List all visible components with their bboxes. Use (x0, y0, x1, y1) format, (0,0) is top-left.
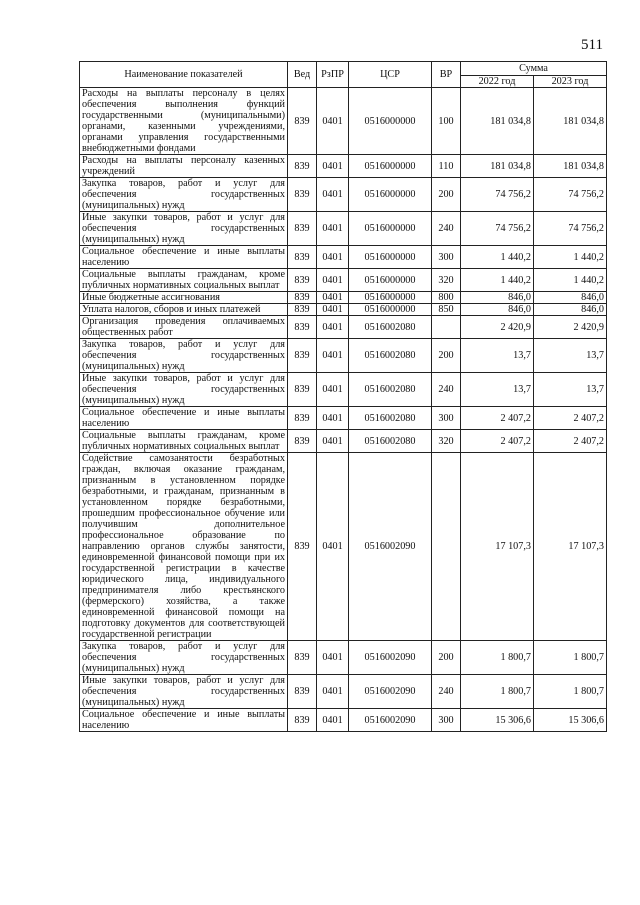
row-csr: 0516002090 (349, 675, 432, 709)
row-name: Иные бюджетные ассигнования (80, 292, 288, 304)
row-csr: 0516002090 (349, 453, 432, 641)
row-csr: 0516002080 (349, 407, 432, 430)
header-vr: ВР (432, 62, 461, 88)
row-sum-2022: 1 440,2 (461, 269, 534, 292)
row-ved: 839 (288, 339, 317, 373)
row-rzpr: 0401 (317, 407, 349, 430)
row-name: Расходы на выплаты персоналу в целях обеспечения выполнения функций государственными (муниципальными) органами, казенными учреждениями, органами управления государственными внебюджетными фондами (80, 88, 288, 155)
header-rzpr: РзПР (317, 62, 349, 88)
row-vr (432, 316, 461, 339)
row-name: Иные закупки товаров, работ и услуг для обеспечения государственных (муниципальных) нужд (80, 373, 288, 407)
row-sum-2022: 181 034,8 (461, 88, 534, 155)
row-vr: 240 (432, 212, 461, 246)
row-sum-2022: 846,0 (461, 304, 534, 316)
header-csr: ЦСР (349, 62, 432, 88)
row-ved: 839 (288, 407, 317, 430)
row-rzpr: 0401 (317, 178, 349, 212)
row-vr: 110 (432, 155, 461, 178)
row-vr (432, 453, 461, 641)
row-sum-2022: 1 800,7 (461, 641, 534, 675)
header-year-2023: 2023 год (534, 76, 607, 88)
row-ved: 839 (288, 304, 317, 316)
row-vr: 240 (432, 373, 461, 407)
row-rzpr: 0401 (317, 641, 349, 675)
row-vr: 300 (432, 246, 461, 269)
row-sum-2023: 181 034,8 (534, 88, 607, 155)
row-csr: 0516002080 (349, 316, 432, 339)
row-name: Содействие самозанятости безработных граждан, включая оказание гражданам, признанным в установленном порядке безработными, и гражданам, признанным в установленном порядке безработными, прошедшим профессиональное обучение или получившим дополнительное профессиональное образование по направлению органов службы занятости, единовременной финансовой помощи при их государственной регистрации в качестве юридического лица, индивидуального предпринимателя либо крестьянского (фермерского) хозяйства, а также единовременной финансовой помощи на подготовку документов для соответствующей государственной регистрации (80, 453, 288, 641)
table-row (80, 292, 607, 304)
row-rzpr: 0401 (317, 212, 349, 246)
header-sum: Сумма (461, 62, 607, 76)
row-ved: 839 (288, 246, 317, 269)
row-name: Закупка товаров, работ и услуг для обеспечения государственных (муниципальных) нужд (80, 339, 288, 373)
row-csr: 0516000000 (349, 155, 432, 178)
row-sum-2022: 13,7 (461, 339, 534, 373)
row-sum-2023: 13,7 (534, 339, 607, 373)
row-rzpr: 0401 (317, 373, 349, 407)
table-row (80, 675, 607, 709)
row-sum-2022: 1 800,7 (461, 675, 534, 709)
table-row (80, 178, 607, 212)
row-csr: 0516002090 (349, 641, 432, 675)
row-name: Организация проведения оплачиваемых общественных работ (80, 316, 288, 339)
row-csr: 0516002080 (349, 373, 432, 407)
row-ved: 839 (288, 292, 317, 304)
table-row (80, 339, 607, 373)
row-rzpr: 0401 (317, 155, 349, 178)
row-sum-2023: 2 420,9 (534, 316, 607, 339)
row-sum-2022: 2 420,9 (461, 316, 534, 339)
row-csr: 0516002080 (349, 430, 432, 453)
row-vr: 300 (432, 407, 461, 430)
row-sum-2023: 2 407,2 (534, 430, 607, 453)
header-ved: Вед (288, 62, 317, 88)
row-vr: 320 (432, 269, 461, 292)
budget-table (79, 61, 607, 732)
row-rzpr: 0401 (317, 88, 349, 155)
row-ved: 839 (288, 212, 317, 246)
row-sum-2022: 17 107,3 (461, 453, 534, 641)
row-ved: 839 (288, 88, 317, 155)
table-row (80, 316, 607, 339)
row-vr: 200 (432, 641, 461, 675)
table-body (80, 88, 607, 732)
row-sum-2023: 17 107,3 (534, 453, 607, 641)
row-vr: 320 (432, 430, 461, 453)
row-sum-2022: 181 034,8 (461, 155, 534, 178)
row-vr: 240 (432, 675, 461, 709)
row-name: Социальные выплаты гражданам, кроме публичных нормативных социальных выплат (80, 430, 288, 453)
row-csr: 0516000000 (349, 212, 432, 246)
row-ved: 839 (288, 178, 317, 212)
table-row (80, 304, 607, 316)
row-sum-2023: 846,0 (534, 304, 607, 316)
row-csr: 0516000000 (349, 304, 432, 316)
row-sum-2022: 2 407,2 (461, 430, 534, 453)
row-sum-2022: 15 306,6 (461, 709, 534, 732)
row-ved: 839 (288, 430, 317, 453)
row-sum-2023: 1 800,7 (534, 641, 607, 675)
row-rzpr: 0401 (317, 709, 349, 732)
row-sum-2023: 74 756,2 (534, 178, 607, 212)
header-year-2022: 2022 год (461, 76, 534, 88)
row-sum-2023: 1 440,2 (534, 246, 607, 269)
row-csr: 0516000000 (349, 269, 432, 292)
row-rzpr: 0401 (317, 304, 349, 316)
row-sum-2022: 74 756,2 (461, 178, 534, 212)
row-name: Социальное обеспечение и иные выплаты населению (80, 709, 288, 732)
row-sum-2022: 74 756,2 (461, 212, 534, 246)
row-sum-2023: 181 034,8 (534, 155, 607, 178)
row-vr: 200 (432, 178, 461, 212)
row-csr: 0516000000 (349, 88, 432, 155)
row-name: Уплата налогов, сборов и иных платежей (80, 304, 288, 316)
row-csr: 0516002080 (349, 339, 432, 373)
row-vr: 200 (432, 339, 461, 373)
row-vr: 300 (432, 709, 461, 732)
row-ved: 839 (288, 641, 317, 675)
row-sum-2023: 2 407,2 (534, 407, 607, 430)
row-rzpr: 0401 (317, 430, 349, 453)
row-rzpr: 0401 (317, 246, 349, 269)
row-name: Иные закупки товаров, работ и услуг для обеспечения государственных (муниципальных) нужд (80, 212, 288, 246)
row-rzpr: 0401 (317, 339, 349, 373)
row-csr: 0516000000 (349, 178, 432, 212)
table-row (80, 155, 607, 178)
row-sum-2023: 846,0 (534, 292, 607, 304)
table-row (80, 88, 607, 155)
row-rzpr: 0401 (317, 316, 349, 339)
row-ved: 839 (288, 453, 317, 641)
row-vr: 850 (432, 304, 461, 316)
row-name: Иные закупки товаров, работ и услуг для обеспечения государственных (муниципальных) нужд (80, 675, 288, 709)
table-row (80, 453, 607, 641)
table-row (80, 641, 607, 675)
table-row (80, 407, 607, 430)
row-ved: 839 (288, 316, 317, 339)
row-ved: 839 (288, 373, 317, 407)
header-name: Наименование показателей (80, 62, 288, 88)
row-csr: 0516000000 (349, 246, 432, 269)
row-ved: 839 (288, 155, 317, 178)
row-sum-2022: 1 440,2 (461, 246, 534, 269)
table-row (80, 212, 607, 246)
row-ved: 839 (288, 675, 317, 709)
page-number: 511 (581, 37, 603, 53)
row-sum-2022: 13,7 (461, 373, 534, 407)
row-sum-2023: 15 306,6 (534, 709, 607, 732)
row-sum-2023: 74 756,2 (534, 212, 607, 246)
row-sum-2023: 13,7 (534, 373, 607, 407)
row-name: Социальные выплаты гражданам, кроме публичных нормативных социальных выплат (80, 269, 288, 292)
row-sum-2022: 846,0 (461, 292, 534, 304)
table-row (80, 709, 607, 732)
table-row (80, 430, 607, 453)
row-sum-2023: 1 800,7 (534, 675, 607, 709)
row-vr: 100 (432, 88, 461, 155)
row-name: Закупка товаров, работ и услуг для обеспечения государственных (муниципальных) нужд (80, 641, 288, 675)
table-row (80, 373, 607, 407)
row-name: Закупка товаров, работ и услуг для обеспечения государственных (муниципальных) нужд (80, 178, 288, 212)
row-name: Социальное обеспечение и иные выплаты населению (80, 407, 288, 430)
row-sum-2022: 2 407,2 (461, 407, 534, 430)
row-vr: 800 (432, 292, 461, 304)
table-row (80, 269, 607, 292)
row-rzpr: 0401 (317, 453, 349, 641)
table-row (80, 246, 607, 269)
row-name: Расходы на выплаты персоналу казенных учреждений (80, 155, 288, 178)
row-name: Социальное обеспечение и иные выплаты населению (80, 246, 288, 269)
row-sum-2023: 1 440,2 (534, 269, 607, 292)
row-csr: 0516002090 (349, 709, 432, 732)
row-rzpr: 0401 (317, 292, 349, 304)
row-rzpr: 0401 (317, 675, 349, 709)
row-csr: 0516000000 (349, 292, 432, 304)
row-ved: 839 (288, 269, 317, 292)
row-rzpr: 0401 (317, 269, 349, 292)
row-ved: 839 (288, 709, 317, 732)
